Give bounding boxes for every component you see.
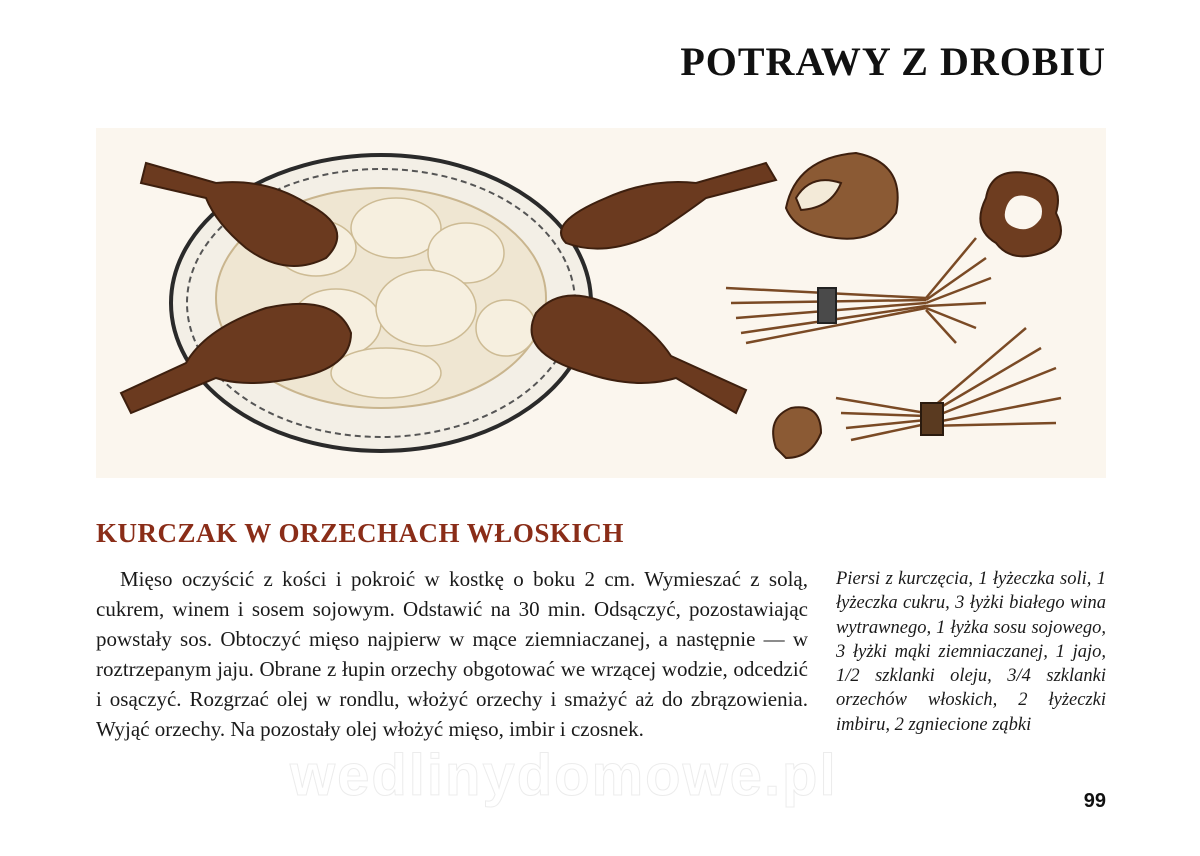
recipe-ingredients: Piersi z kurczęcia, 1 łyżeczka soli, 1 łyżeczka cukru, 3 łyżki białego wina wytrawnego, 1 łyżka sosu sojowego, 3 łyżki mąki ziemniaczanej, 1 jajo, 1/2 szklanki oleju, 3/4 szklanki orzechów włoskich, 2 łyżeczki imbiru, 2 zgniecione ząbki xyxy=(836,569,1106,735)
watermark: wedlinydomowe.pl xyxy=(290,743,838,808)
illustration-drawing xyxy=(96,128,1106,478)
onion-tie-icon xyxy=(818,288,836,323)
onion-tie-icon xyxy=(921,403,943,435)
recipe-title: KURCZAK W ORZECHACH WŁOSKICH xyxy=(96,518,624,548)
pepper-slice-icon xyxy=(980,172,1061,256)
page-number: 99 xyxy=(1083,790,1106,812)
chapter-title: POTRAWY Z DROBIU xyxy=(680,39,1106,84)
green-onion-bundle-icon xyxy=(726,238,1061,440)
food-illustration xyxy=(96,128,1106,478)
recipe-instructions: Mięso oczyścić z kości i pokroić w kostkę o boku 2 cm. Wymieszać z solą, cukrem, winem i sosem sojowym. Odstawić na 30 min. Odsączyć, pozostawiając powstały sos. Obtoczyć mięso najpierw w mące ziemniaczanej, a następnie — w roztrzepanym jaju. Obrane z łupin orzechy obgotować we wrzącej wodzie, odcedzić i osączyć. Rozgrzać olej w rondlu, włożyć orzechy i smażyć aż do zbrązowienia. Wyjąć orzechy. Na pozostały olej włożyć mięso, imbir i czosnek. xyxy=(96,567,808,741)
